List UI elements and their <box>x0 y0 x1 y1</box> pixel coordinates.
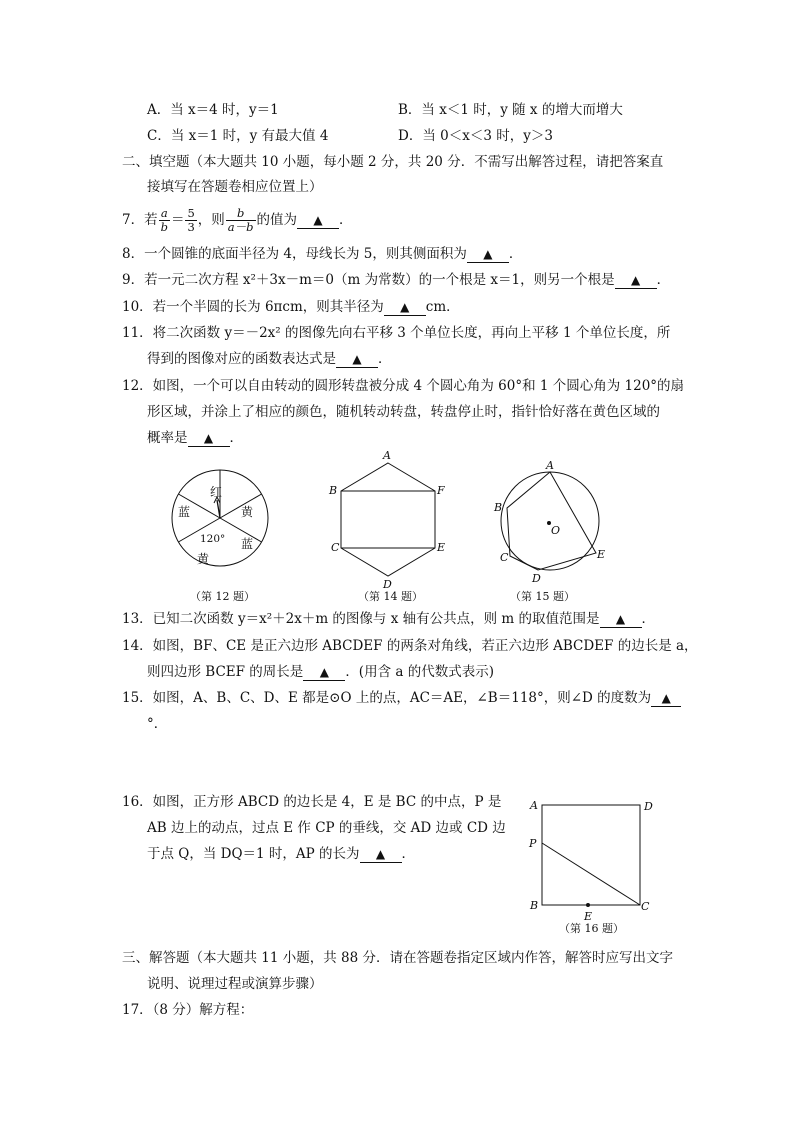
sector-red-label: 红 <box>210 485 223 499</box>
vertex-label: D <box>644 800 653 813</box>
segment-pc <box>542 843 640 905</box>
answer-blank: ▲ <box>600 612 642 628</box>
question-14-cont: 则四边形 BCEF 的周长是 ▲ ．(用含 a 的代数式表示) <box>147 664 494 680</box>
question-7: 7．若 $\frac{a}{b}$ ＝ $\frac{5}{3}$ ，则 $\frac{b}{a-b}$ 的值为 ▲ ． <box>122 206 353 234</box>
vertex-label: B <box>494 501 503 514</box>
hexagon-outline <box>341 463 435 576</box>
vertex-label: A <box>530 799 538 812</box>
sector-blue-label: 蓝 <box>178 505 191 519</box>
choice-c: C．当 x＝1 时，y 有最大值 4 <box>147 128 329 144</box>
section2-heading-cont: 接填写在答题卷相应位置上） <box>147 179 323 195</box>
fraction-a-over-b: $\frac{a}{b}$ <box>160 206 168 234</box>
figure-15-circle <box>501 472 599 570</box>
circle-o <box>501 472 599 570</box>
question-11: 11．将二次函数 y＝－2x² 的图像先向右平移 3 个单位长度，再向上平移 1 个单位长度，所 <box>122 325 671 341</box>
question-12: 12．如图，一个可以自由转动的圆形转盘被分成 4 个圆心角为 60°和 1 个圆心角为 120°的扇 <box>122 378 685 394</box>
vertex-label: E <box>437 541 446 554</box>
answer-blank: ▲ <box>651 691 681 707</box>
vertex-label: D <box>383 578 392 591</box>
choice-b: B．当 x＜1 时，y 随 x 的增大而增大 <box>398 102 623 118</box>
answer-blank: ▲ <box>188 431 230 447</box>
figure-14-hexagon <box>341 463 435 576</box>
answer-blank: ▲ <box>297 213 339 229</box>
question-9: 9．若一元二次方程 x²＋3x－m＝0（m 为常数）的一个根是 x＝1，则另一个根是 ▲ ． <box>122 272 671 288</box>
answer-blank: ▲ <box>303 665 345 681</box>
question-13: 13．已知二次函数 y＝x²＋2x＋m 的图像与 x 轴有公共点，则 m 的取值范围是 ▲ ． <box>122 611 655 627</box>
vertex-label: B <box>329 484 338 497</box>
figure-12-caption: （第 12 题） <box>190 590 255 603</box>
answer-blank: ▲ <box>336 352 378 368</box>
question-14: 14．如图，BF、CE 是正六边形 ABCDEF 的两条对角线，若正六边形 ABCDEF 的边长是 a， <box>122 638 698 654</box>
square-abcd <box>542 805 640 905</box>
figure-16-square <box>525 795 685 935</box>
choice-d: D．当 0＜x＜3 时，y＞3 <box>398 128 553 144</box>
question-16-cont2: 于点 Q，当 DQ＝1 时，AP 的长为 ▲ ． <box>147 846 416 862</box>
angle-label: 120° <box>200 533 226 545</box>
fraction-b-over-a-minus-b: $\frac{b}{a-b}$ <box>227 206 254 234</box>
sector-yellow-label: 黄 <box>241 505 254 519</box>
sector-blue-label: 蓝 <box>241 537 254 551</box>
figure-14-caption: （第 14 题） <box>358 590 423 603</box>
choice-a: A．当 x＝4 时，y＝1 <box>147 102 279 118</box>
inscribed-pentagon <box>507 472 596 570</box>
question-8: 8．一个圆锥的底面半径为 4，母线长为 5，则其侧面积为 ▲ ． <box>122 246 523 262</box>
vertex-label: B <box>530 899 539 912</box>
center-label: O <box>551 524 561 537</box>
question-16-cont: AB 边上的动点，过点 E 作 CP 的垂线，交 AD 边或 CD 边 <box>147 820 506 836</box>
vertex-label: C <box>331 541 340 554</box>
vertex-label: F <box>437 484 445 497</box>
fraction-5-over-3: $\frac{5}{3}$ <box>187 206 195 234</box>
section3-heading-cont: 说明、说理过程或演算步骤） <box>147 976 323 992</box>
figure-16-caption: （第 16 题） <box>559 922 624 935</box>
vertex-label: D <box>532 572 541 585</box>
answer-blank: ▲ <box>467 247 509 263</box>
question-12-cont2: 概率是 ▲ ． <box>147 430 243 446</box>
question-11-cont: 得到的图像对应的函数表达式是 ▲ ． <box>147 351 392 367</box>
section3-heading: 三、解答题（本大题共 11 小题，共 88 分．请在答题卷指定区域内作答，解答时应写出文字 <box>122 950 674 966</box>
question-10: 10．若一个半圆的长为 6πcm，则其半径为 ▲ cm． <box>122 299 460 315</box>
sector-yellow-label: 黄 <box>197 552 210 566</box>
question-12-cont: 形区域，并涂上了相应的颜色，随机转动转盘，转盘停止时，指针恰好落在黄色区域的 <box>147 404 660 420</box>
question-17: 17．（8 分）解方程： <box>122 1002 254 1018</box>
figures-row <box>150 448 680 608</box>
question-16: 16．如图，正方形 ABCD 的边长是 4，E 是 BC 的中点，P 是 <box>122 794 502 810</box>
vertex-label: C <box>500 551 509 564</box>
figure-15-caption: （第 15 题） <box>510 590 575 603</box>
vertex-label: P <box>529 837 537 850</box>
question-15-cont: °． <box>147 716 168 732</box>
vertex-label: E <box>584 910 593 923</box>
answer-blank: ▲ <box>360 847 402 863</box>
vertex-label: E <box>597 548 606 561</box>
section2-heading: 二、填空题（本大题共 10 小题，每小题 2 分，共 20 分．不需写出解答过程，请把答案直 <box>122 154 664 170</box>
point-e <box>587 904 590 907</box>
vertex-label: A <box>546 459 554 472</box>
vertex-label: C <box>641 900 650 913</box>
answer-blank: ▲ <box>384 300 426 316</box>
vertex-label: A <box>383 449 391 462</box>
answer-blank: ▲ <box>615 273 657 289</box>
question-15: 15．如图，A、B、C、D、E 都是⊙O 上的点，AC＝AE，∠B＝118°，则∠D 的度数为 ▲ <box>122 689 681 707</box>
